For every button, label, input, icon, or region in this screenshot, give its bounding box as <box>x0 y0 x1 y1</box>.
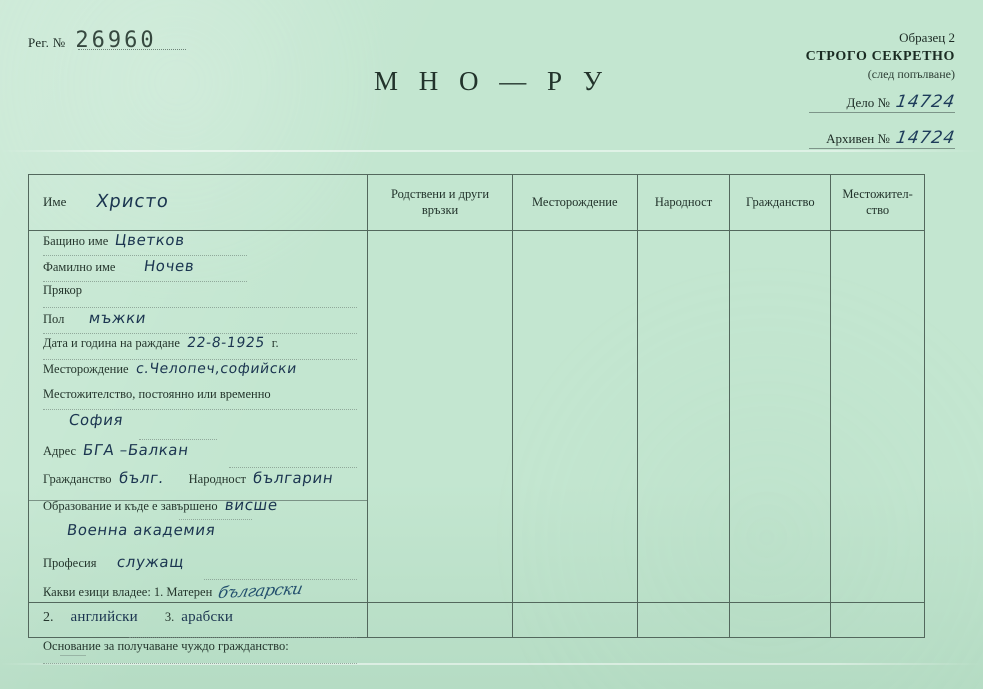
row-citizenship-nationality <box>29 469 367 496</box>
dotted-rule <box>43 333 357 334</box>
table-header-birthplace: Месторождение <box>513 175 637 231</box>
table-column-nationality <box>638 175 731 637</box>
case-number-underline <box>809 112 955 113</box>
table-bottom-strip <box>368 602 512 637</box>
table-column-name <box>29 175 368 653</box>
dotted-rule <box>43 281 247 282</box>
dotted-rule <box>43 663 357 664</box>
row-value: Ночев <box>143 257 197 275</box>
dotted-rule <box>179 519 252 520</box>
table-bottom-strip <box>29 602 367 637</box>
row-fathers-name <box>29 231 367 257</box>
row-label: Дата и година на раждане <box>43 336 180 350</box>
row-value: Военна академия <box>65 521 217 539</box>
case-number-field <box>846 92 955 112</box>
row-value: бълг. <box>117 469 165 487</box>
row-label: Гражданство <box>43 472 112 486</box>
row-value: висше <box>223 496 279 514</box>
row-value: английски <box>70 609 138 625</box>
row-residence-label <box>29 387 367 411</box>
row-label: Адрес <box>43 444 77 458</box>
record-table <box>28 174 925 653</box>
registration-value: 26960 <box>75 28 157 53</box>
table-bottom-strip <box>513 602 637 637</box>
dotted-rule <box>229 467 357 468</box>
row-residence-value <box>29 411 367 441</box>
secrecy-stamp: СТРОГО СЕКРЕТНО <box>805 49 955 64</box>
case-number-label: Дело № <box>846 95 890 110</box>
row-label-2: Народност <box>188 472 246 486</box>
row-label: 2. <box>43 610 54 625</box>
case-number-value: 14724 <box>894 92 957 112</box>
dotted-rule <box>43 409 357 410</box>
row-gender <box>29 309 367 335</box>
row-value: София <box>67 411 125 429</box>
registration-underline <box>78 49 186 50</box>
registration-label: Рег. № <box>28 35 66 50</box>
table-column-citizenship <box>730 175 831 637</box>
row-value: Цветков <box>114 231 187 249</box>
dotted-rule <box>43 307 357 308</box>
corner-mark <box>60 655 86 656</box>
archive-number-field <box>826 128 955 148</box>
table-header-citizenship: Гражданство <box>730 175 830 231</box>
table-column-birthplace <box>513 175 638 637</box>
dotted-rule <box>129 637 357 638</box>
classification-block <box>725 30 955 82</box>
form-label: Образец 2 <box>899 30 955 45</box>
field-rows <box>29 231 367 665</box>
archive-number-value: 14724 <box>894 128 957 148</box>
row-birthplace <box>29 361 367 387</box>
page-title: М Н О — Р У <box>374 66 609 96</box>
row-birthdate <box>29 335 367 361</box>
after-fill-note: (след попълване) <box>867 67 955 81</box>
row-label: Фамилно име <box>43 260 116 274</box>
archive-number-label: Архивен № <box>826 131 890 146</box>
dotted-rule <box>139 439 217 440</box>
row-value: БГА –Балкан <box>81 441 191 459</box>
dotted-rule <box>43 359 357 360</box>
row-profession <box>29 553 367 581</box>
row-label: Основание за получаване чуждо гражданство: <box>43 639 289 653</box>
row-value: мъжки <box>88 309 148 327</box>
row-value: служащ <box>116 553 186 571</box>
row-label: Месторождение <box>43 362 129 376</box>
table-bottom-strip <box>831 602 924 637</box>
table-header-name <box>29 175 367 231</box>
table-bottom-strip <box>730 602 830 637</box>
dotted-rule <box>43 255 247 256</box>
row-label: Прякор <box>43 283 82 297</box>
row-value-2: арабски <box>181 609 234 625</box>
table-header-residence: Местожител-ство <box>831 175 924 231</box>
table-header-relations: Родствени и други връзки <box>368 175 512 231</box>
row-label: Пол <box>43 312 65 326</box>
row-value-handwritten: български <box>216 578 305 603</box>
row-value-2: българин <box>251 469 335 487</box>
row-suffix: г. <box>271 336 279 350</box>
row-label: Професия <box>43 556 97 570</box>
archive-number-underline <box>809 148 955 149</box>
table-column-residence <box>831 175 924 637</box>
row-label: Какви езици владее: 1. Матерен <box>43 585 213 599</box>
row-divider <box>29 500 367 501</box>
table-column-relations <box>368 175 513 637</box>
row-label-2: 3. <box>164 610 175 624</box>
row-label: Бащино име <box>43 234 109 248</box>
table-bottom-strip <box>638 602 730 637</box>
row-family-name <box>29 257 367 283</box>
row-label: Местожителство, постоянно или временно <box>43 387 271 401</box>
row-value: 22-8-1925 <box>185 335 266 351</box>
row-address <box>29 441 367 469</box>
row-foreign-citizenship-basis <box>29 639 367 665</box>
row-nickname <box>29 283 367 309</box>
row-education-place <box>29 521 367 553</box>
table-header-nationality: Народност <box>638 175 730 231</box>
row-label: Образование и къде е завършено <box>43 499 218 513</box>
row-value: с.Челопеч,софийски <box>134 361 298 377</box>
name-value: Христо <box>95 191 171 213</box>
paper-fold-top <box>0 150 983 152</box>
name-label: Име <box>43 194 67 210</box>
